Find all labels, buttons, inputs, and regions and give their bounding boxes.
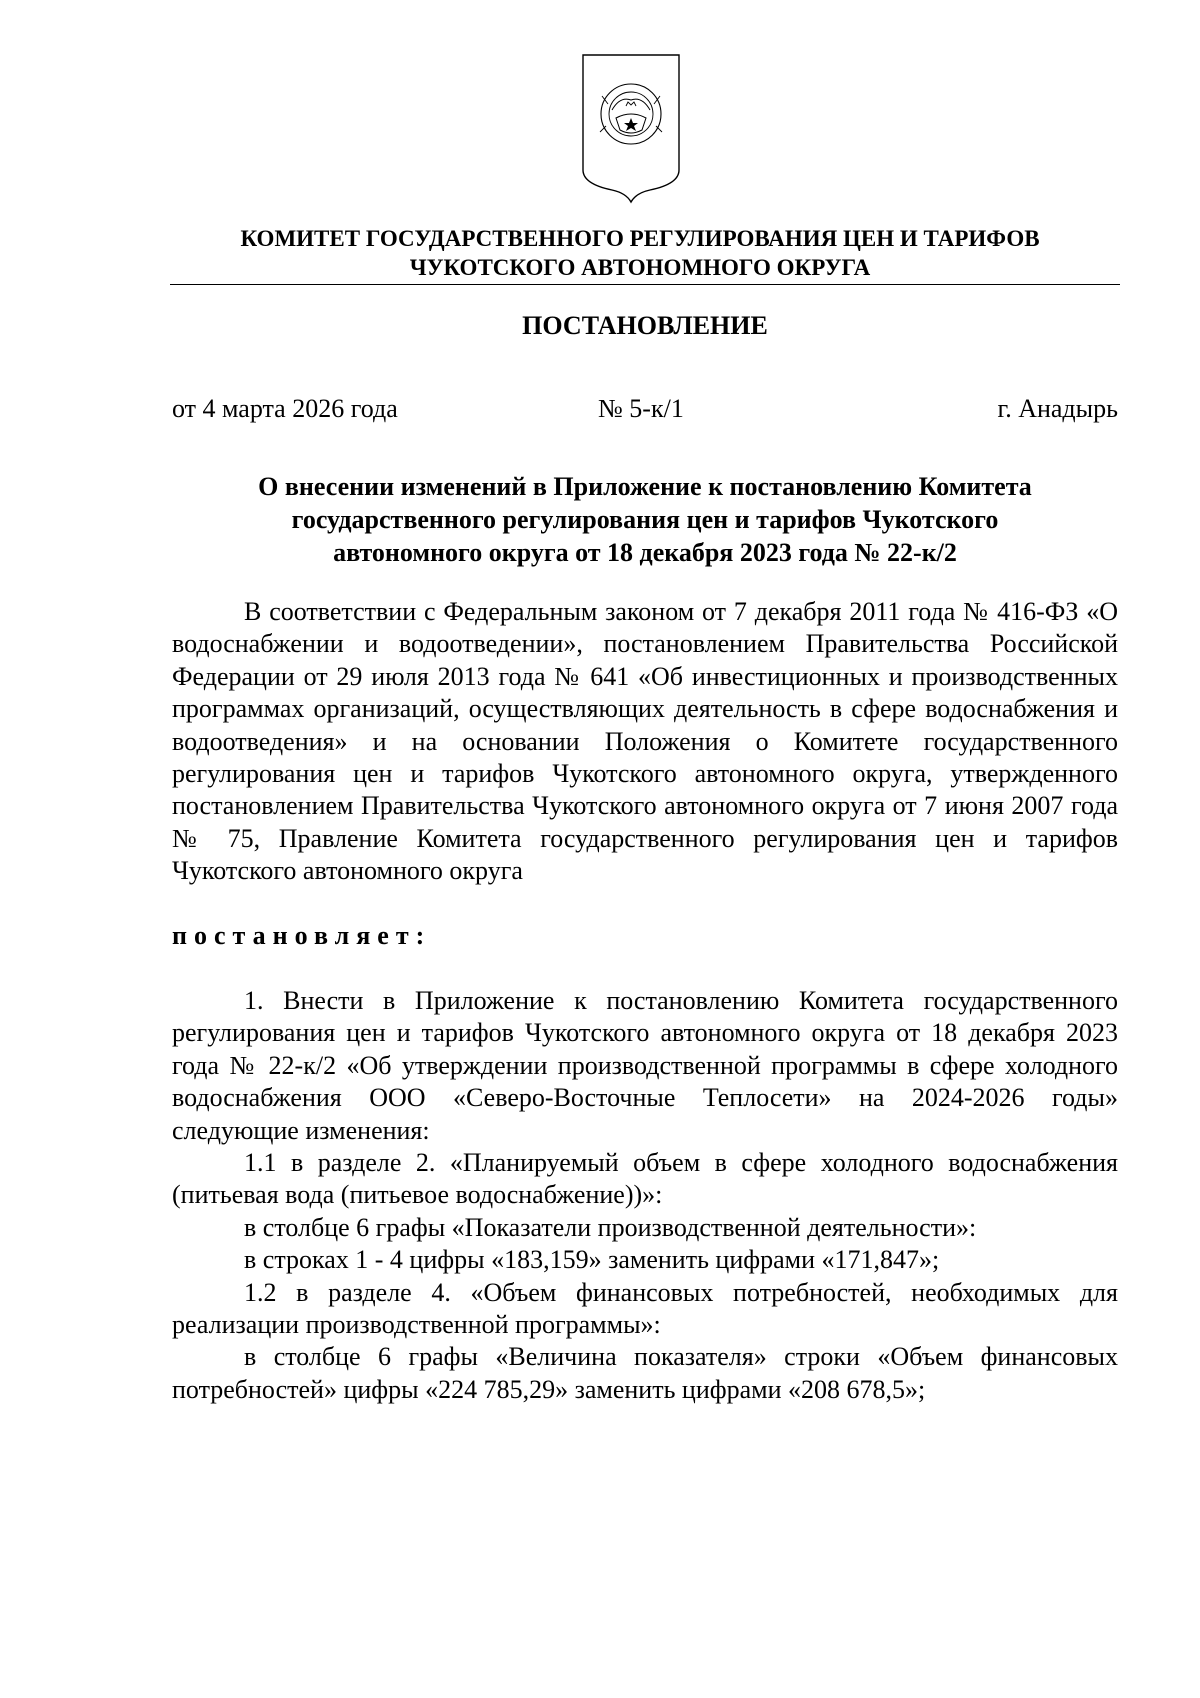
preamble-paragraph: В соответствии с Федеральным законом от 7 декабря 2011 года № 416-ФЗ «О водоснабжении и водоотведении», постановлением Правительства Российской Федерации от 29 июля 2013 года № 641 «Об инвестиционных и производственных программах организаций, осуществляющих деятельность в сфере водоснабжения и водоотведения» и на основании Положения о Комитете государственного регулирования цен и тарифов Чукотского автономного округа, утвержденного постановлением Правительства Чукотского автономного округа от 7 июня 2007 года № 75, Правление Комитета государственного регулирования цен и тарифов Чукотского автономного округа bbox=[172, 597, 1118, 886]
committee-name bbox=[170, 224, 1110, 282]
committee-name-line-1: КОМИТЕТ ГОСУДАРСТВЕННОГО РЕГУЛИРОВАНИЯ ЦЕН И ТАРИФОВ bbox=[240, 226, 1040, 251]
header-divider bbox=[170, 284, 1120, 285]
coat-of-arms-emblem bbox=[580, 52, 682, 204]
amendment-item: в строках 1 - 4 цифры «183,159» заменить цифрами «171,847»; bbox=[244, 1245, 940, 1275]
document-subject bbox=[170, 470, 1120, 569]
committee-name-line-2: ЧУКОТСКОГО АВТОНОМНОГО ОКРУГА bbox=[409, 255, 871, 280]
amendments-section bbox=[172, 985, 1118, 1406]
amendment-item: 1. Внести в Приложение к постановлению Комитета государственного регулирования цен и тарифов Чукотского автономного округа от 18 декабря 2023 года № 22-к/2 «Об утверждении производственной программы в сфере холодного водоснабжения ООО «Северо-Восточные Теплосети» на 2024-2026 годы» следующие изменения: bbox=[172, 986, 1118, 1145]
amendment-item: в столбце 6 графы «Величина показателя» строки «Объем финансовых потребностей» цифры «224 785,29» заменить цифрами «208 678,5»; bbox=[172, 1342, 1118, 1404]
subject-line-2: государственного регулирования цен и тарифов Чукотского bbox=[291, 505, 999, 534]
document-city: г. Анадырь bbox=[997, 394, 1118, 423]
amendment-item: 1.1 в разделе 2. «Планируемый объем в сфере холодного водоснабжения (питьевая вода (питьевое водоснабжение))»: bbox=[172, 1148, 1118, 1210]
subject-line-1: О внесении изменений в Приложение к постановлению Комитета bbox=[258, 472, 1032, 501]
subject-line-3: автономного округа от 18 декабря 2023 года № 22-к/2 bbox=[333, 538, 957, 567]
amendment-item: в столбце 6 графы «Показатели производственной деятельности»: bbox=[244, 1212, 977, 1242]
preamble-section bbox=[172, 596, 1118, 888]
document-date: от 4 марта 2026 года bbox=[172, 394, 398, 423]
resolves-word: постановляет: bbox=[172, 921, 432, 950]
amendment-item: 1.2 в разделе 4. «Объем финансовых потребностей, необходимых для реализации производственной программы»: bbox=[172, 1277, 1118, 1340]
document-number: № 5-к/1 bbox=[598, 394, 684, 423]
document-type-title: ПОСТАНОВЛЕНИЕ bbox=[522, 311, 768, 340]
